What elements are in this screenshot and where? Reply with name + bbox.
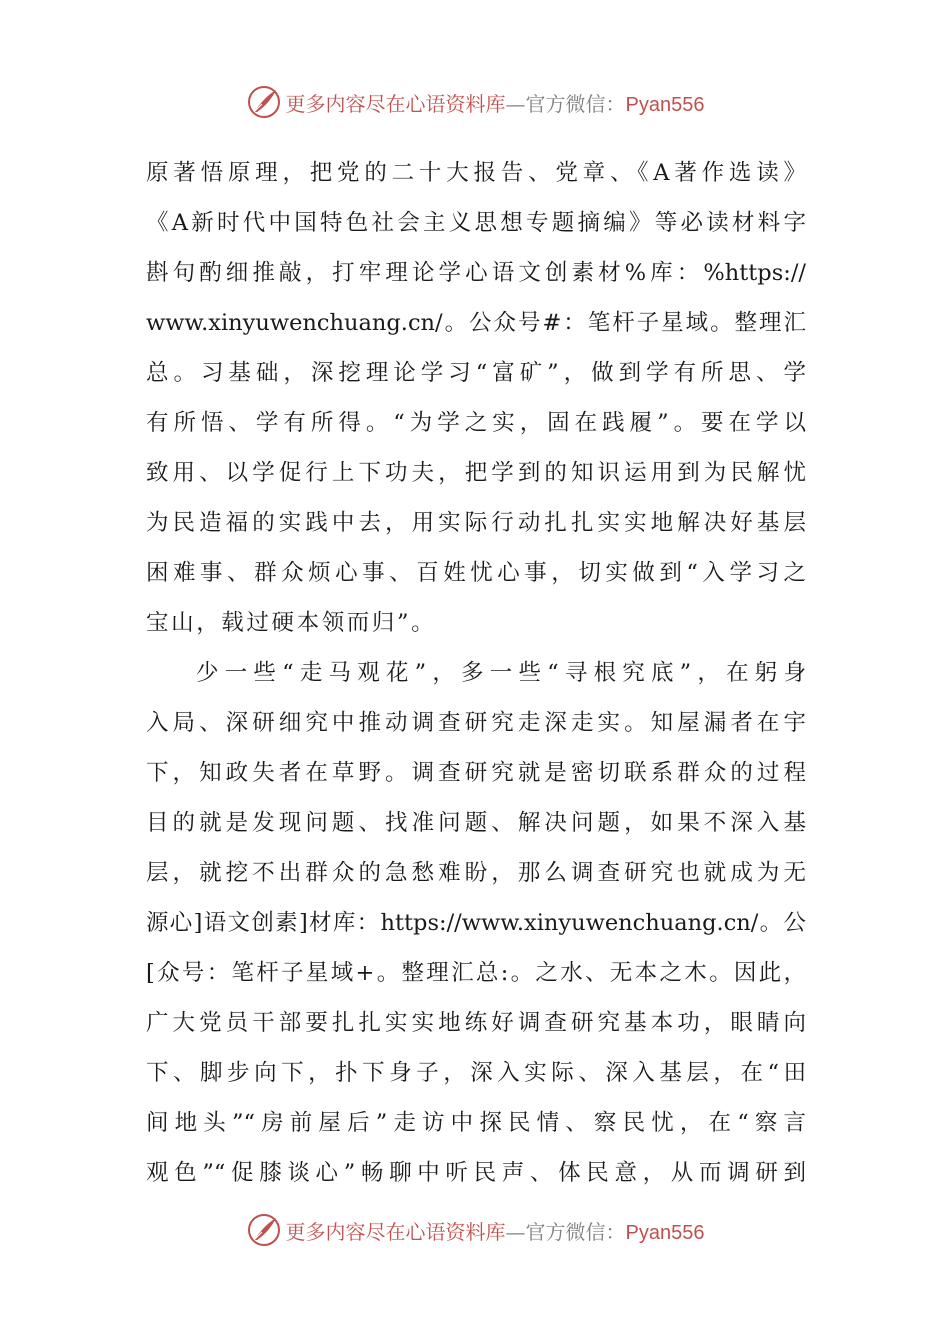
- banner-text: [286, 88, 705, 117]
- text-line: 《A新时代中国特色社会主义思想专题摘编》等必读材料字: [146, 210, 806, 236]
- text-line: 致用、以学促行上下功夫，把学到的知识运用到为民解忧: [146, 460, 806, 486]
- banner-wechat-id: Pyan556: [625, 93, 705, 116]
- banner-main-text: 更多内容尽在心语资料库: [285, 1219, 506, 1244]
- text-line: 目的就是发现问题、找准问题、解决问题，如果不深入基: [146, 810, 806, 836]
- paragraph-1: [146, 148, 806, 648]
- footer-banner: [0, 1212, 950, 1248]
- banner-dash: —: [505, 1219, 526, 1244]
- text-line: 总。习基础，深挖理论学习“富矿”，做到学有所思、学: [146, 360, 806, 386]
- banner-main-text: 更多内容尽在心语资料库: [285, 91, 506, 116]
- text-line: [众号：笔杆子星域+。整理汇总:。之水、无本之木。因此，: [146, 960, 806, 986]
- text-line: 入局、深研细究中推动调查研究走深走实。知屋漏者在宇: [146, 710, 806, 736]
- header-banner: [0, 84, 950, 120]
- banner-wechat-label: 官方微信：: [525, 1219, 626, 1244]
- text-line: 宝山，载过硬本领而归”。: [146, 610, 437, 636]
- text-line: 少一些“走马观花”，多一些“寻根究底”，在躬身: [196, 660, 806, 686]
- banner-wechat-label: 官方微信：: [525, 91, 626, 116]
- text-line: www.xinyuwenchuang.cn/。公众号#：笔杆子星域。整理汇: [146, 310, 806, 336]
- text-line: 困难事、群众烦心事、百姓忧心事，切实做到“入学习之: [146, 560, 806, 586]
- text-line: 为民造福的实践中去，用实际行动扎扎实实地解决好基层: [146, 510, 806, 536]
- quill-logo-icon: [246, 1212, 282, 1248]
- banner-dash: —: [505, 91, 526, 116]
- text-line: 观色”“促膝谈心”畅聊中听民声、体民意，从而调研到: [146, 1160, 806, 1186]
- banner-text: [286, 1216, 705, 1245]
- text-line: 下、脚步向下，扑下身子，深入实际、深入基层，在“田: [146, 1060, 806, 1086]
- text-line: 有所悟、学有所得。“为学之实，固在践履”。要在学以: [146, 410, 806, 436]
- text-line: 斟句酌细推敲，打牢理论学心语文创素材%库：%https://: [146, 260, 806, 286]
- text-line: 源心]语文创素]材库：https://www.xinyuwenchuang.cn/。公: [146, 910, 806, 936]
- text-line: 层，就挖不出群众的急愁难盼，那么调查研究也就成为无: [146, 860, 806, 886]
- quill-logo-icon: [246, 84, 282, 120]
- text-line: 原著悟原理，把党的二十大报告、党章、《A著作选读》: [146, 160, 806, 186]
- text-line: 广大党员干部要扎扎实实地练好调查研究基本功，眼睛向: [146, 1010, 806, 1036]
- text-line: 下，知政失者在草野。调查研究就是密切联系群众的过程: [146, 760, 806, 786]
- banner-wechat-id: Pyan556: [625, 1221, 705, 1244]
- paragraph-2: [146, 648, 806, 1198]
- document-body: [146, 148, 806, 1198]
- text-line: 间地头”“房前屋后”走访中探民情、察民忧，在“察言: [146, 1110, 806, 1136]
